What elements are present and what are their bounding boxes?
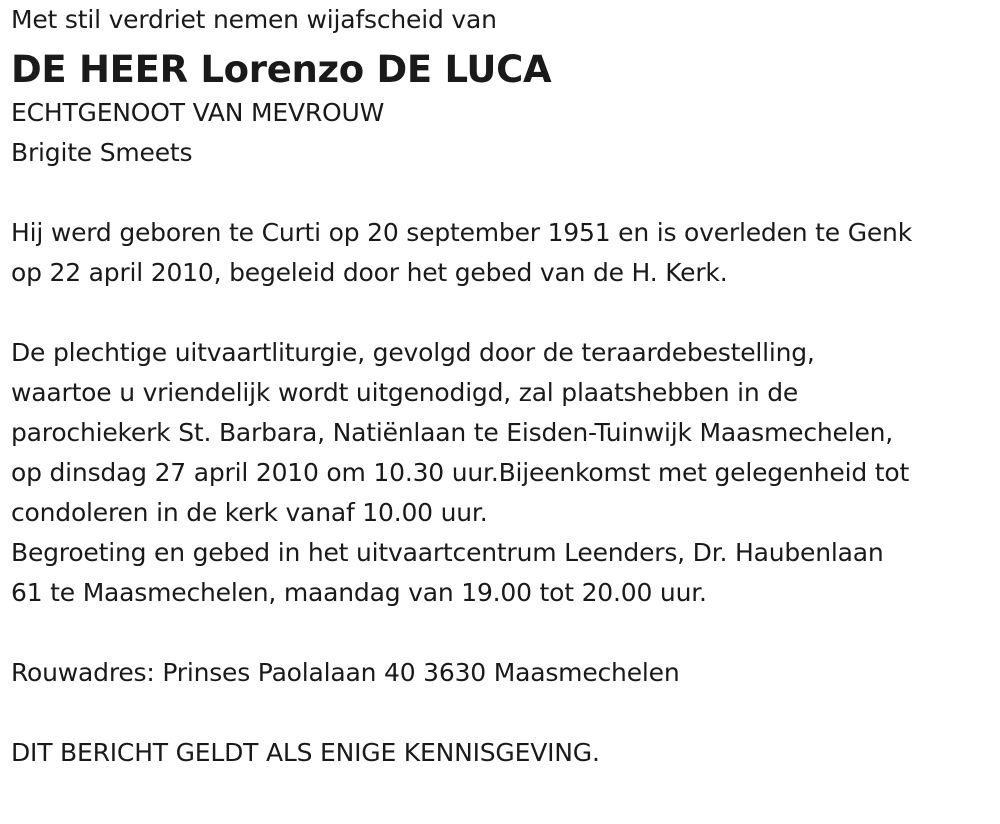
birth-death-paragraph [11, 213, 991, 293]
deceased-name: DE HEER Lorenzo DE LUCA [11, 48, 552, 91]
spacer [11, 293, 991, 333]
death-notice [11, 0, 991, 773]
spacer [11, 693, 991, 733]
paragraph-line: De plechtige uitvaartliturgie, gevolgd door de teraardebestelling, [11, 338, 815, 367]
paragraph-line: waartoe u vriendelijk wordt uitgenodigd, zal plaatshebben in de [11, 378, 799, 407]
spouse-name: Brigite Smeets [11, 138, 193, 167]
spacer [11, 173, 991, 213]
closing-statement: DIT BERICHT GELDT ALS ENIGE KENNISGEVING. [11, 738, 600, 767]
paragraph-line: Begroeting en gebed in het uitvaartcentrum Leenders, Dr. Haubenlaan [11, 538, 884, 567]
paragraph-line: op dinsdag 27 april 2010 om 10.30 uur.Bijeenkomst met gelegenheid tot [11, 458, 910, 487]
spouse-title: ECHTGENOOT VAN MEVROUW [11, 98, 385, 127]
paragraph-line: 61 te Maasmechelen, maandag van 19.00 tot 20.00 uur. [11, 578, 707, 607]
paragraph-line: op 22 april 2010, begeleid door het gebed van de H. Kerk. [11, 258, 728, 287]
spacer [11, 613, 991, 653]
funeral-paragraph [11, 333, 991, 613]
paragraph-line: Hij werd geboren te Curti op 20 september 1951 en is overleden te Genk [11, 218, 912, 247]
intro-text: Met stil verdriet nemen wijafscheid van [11, 5, 497, 34]
paragraph-line: parochiekerk St. Barbara, Natiënlaan te Eisden-Tuinwijk Maasmechelen, [11, 418, 894, 447]
paragraph-line: condoleren in de kerk vanaf 10.00 uur. [11, 498, 488, 527]
mourning-address: Rouwadres: Prinses Paolalaan 40 3630 Maasmechelen [11, 658, 680, 687]
